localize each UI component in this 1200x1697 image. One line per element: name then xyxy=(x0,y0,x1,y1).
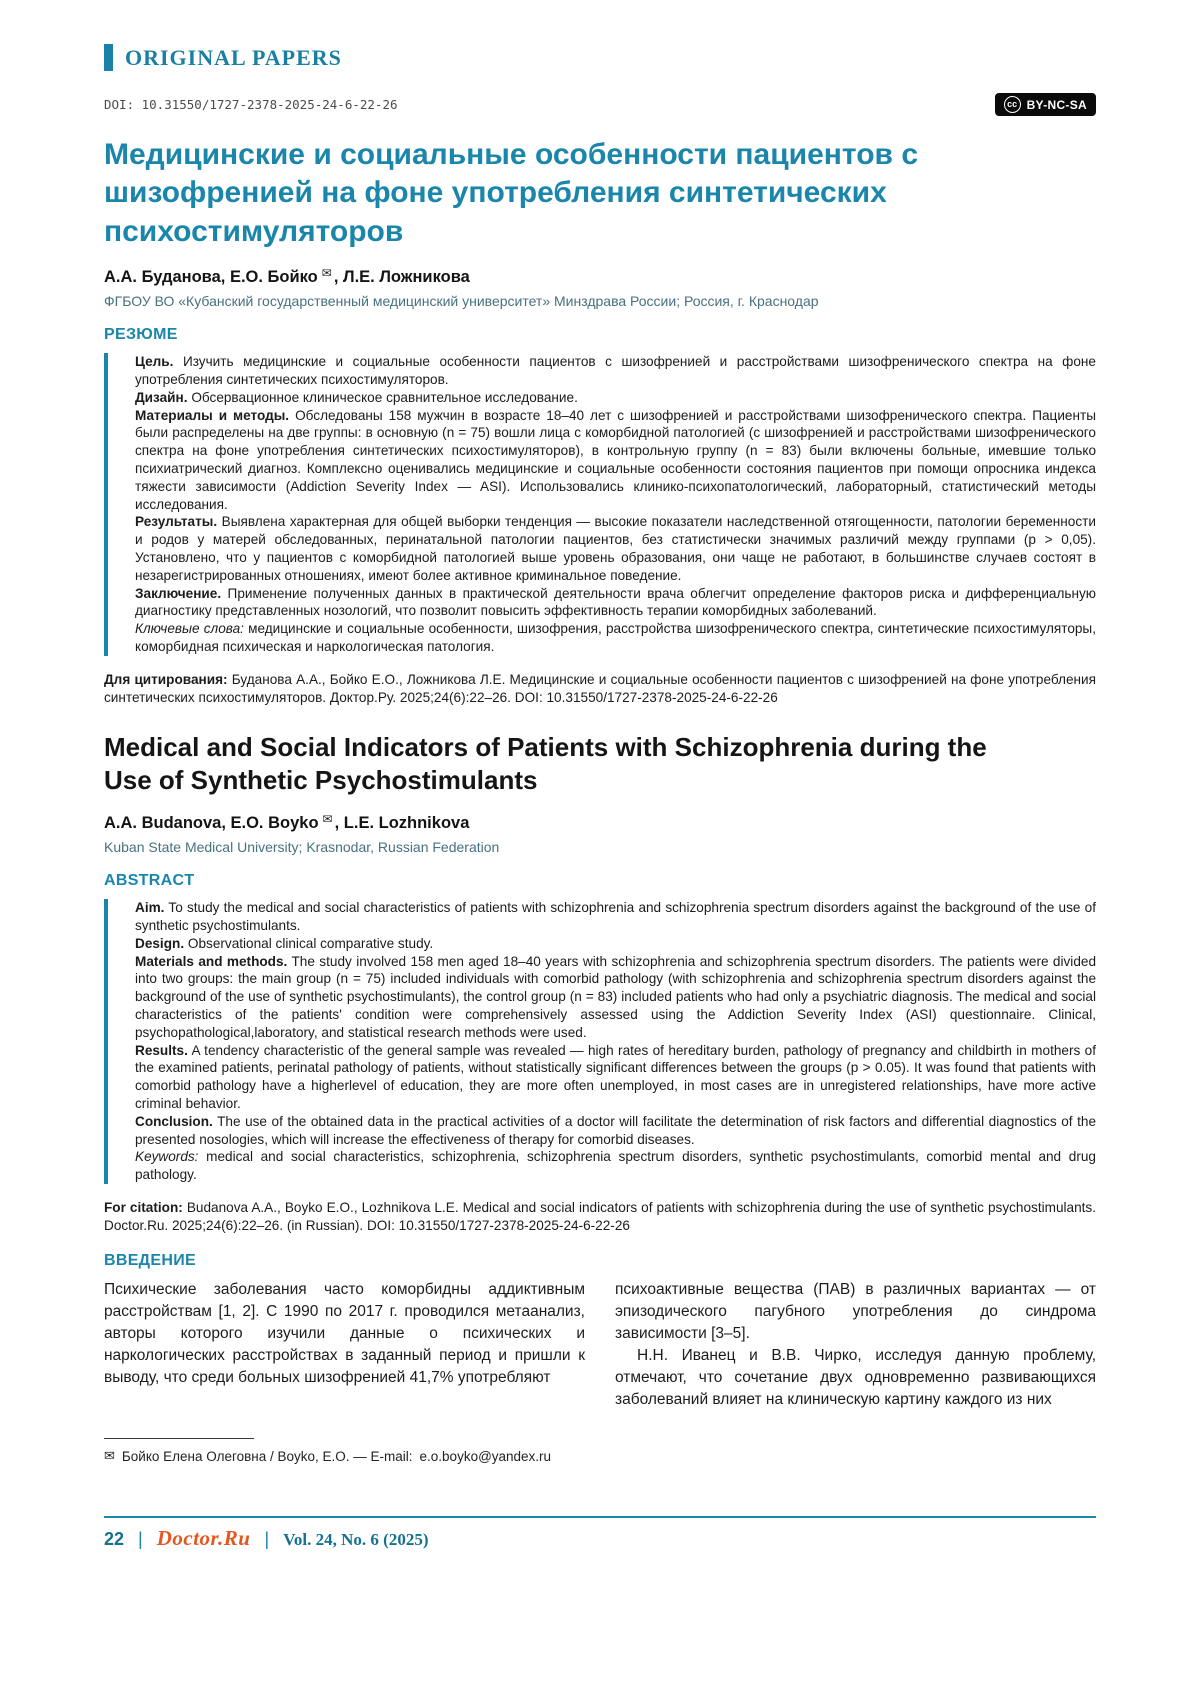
abstract-label: Цель. xyxy=(135,354,174,370)
footnote-text: Бойко Елена Олеговна / Boyko, E.O. — E-mail: xyxy=(121,1448,413,1464)
article-title-en: Medical and Social Indicators of Patients with Schizophrenia during the Use of Synthetic Psychostimulants xyxy=(104,732,987,796)
abstract-label: Результаты. xyxy=(135,514,218,530)
abstract-section-conclusion xyxy=(135,1113,1096,1149)
section-title: ORIGINAL PAPERS xyxy=(125,44,342,70)
section-banner xyxy=(104,44,1096,71)
cc-icon: cc xyxy=(1004,96,1021,113)
envelope-icon: ✉ xyxy=(321,266,332,281)
author-footnote xyxy=(104,1438,864,1464)
envelope-icon: ✉ xyxy=(104,1448,115,1463)
abstract-text: Обследованы 158 мужчин в возрасте 18–40 лет с шизофренией и расстройствами шизофренического спектра. Пациенты были распределены на две группы: в основную (n = 75) вошли лица с коморбидной патологией (с шизофренией и расстройствами шизофренического спектра на фоне употребления синтетических психостимуляторов), в контрольную группу (n = 83) были включены больные, имевшие только психиатрический диагноз. Комплексно оценивались медицинские и социальные особенности состояния пациентов при помощи опросника индекса тяжести зависимости (Addiction Severity Index — ASI). Использовались клинико-психопатологический, лабораторный, статистический методы исследования. xyxy=(135,407,1096,512)
intro-paragraph: Психические заболевания часто коморбидны аддиктивным расстройствам [1, 2]. С 1990 по 2017 г. проводился метаанализ, авторы которого изучили данные о психических и наркологических расстройствах в заданный период и пришли к выводу, что среди больных шизофренией 41,7% употребляют xyxy=(104,1281,585,1387)
footer-separator: | xyxy=(264,1529,270,1549)
citation-text: Budanova A.A., Boyko E.O., Lozhnikova L.E. Medical and social indicators of patients with schizophrenia during the use of synthetic psychostimulants. Doctor.Ru. 2025;24(6):22–26. (in Russian). DOI: 10.31550/1727-2378-2025-24-6-22-26 xyxy=(104,1199,1097,1234)
abstract-text: A tendency characteristic of the general sample was revealed — high rates of hereditary burden, pathology of pregnancy and childbirth in mothers of the examined patients, perinatal pathology of patients, without statistically significant differences between the groups (p > 0.05). It was found that patients with comorbid pathology have a higherlevel of education, they are more often unemployed, in most cases are in unregistered relationships, have more active criminal behavior. xyxy=(135,1042,1096,1111)
page-footer xyxy=(104,1516,1096,1551)
intro-column-left xyxy=(104,1279,585,1411)
abstract-label: Conclusion. xyxy=(135,1113,213,1129)
banner-accent-bar xyxy=(104,44,113,71)
envelope-icon: ✉ xyxy=(322,812,333,827)
citation-label: Для цитирования: xyxy=(104,671,228,687)
abstract-section-aim xyxy=(135,899,1096,935)
intro-paragraph: психоактивные вещества (ПАВ) в различных вариантах — от эпизодического пагубного употребления до синдрома зависимости [3–5]. xyxy=(615,1281,1096,1343)
abstract-text: Изучить медицинские и социальные особенности пациентов с шизофренией и расстройствами шизофренического спектра на фоне употребления синтетических психостимуляторов. xyxy=(135,354,1096,387)
keywords-label: Keywords: xyxy=(135,1149,199,1165)
abstract-section-methods xyxy=(135,953,1096,1042)
footer-separator: | xyxy=(138,1529,143,1549)
intro-column-right xyxy=(615,1279,1096,1411)
intro-paragraph: Н.Н. Иванец и В.В. Чирко, исследуя данную проблему, отмечают, что сочетание двух одновременно развивающихся заболеваний влияет на клиническую картину каждого из них xyxy=(615,1347,1096,1409)
doi-text: DOI: 10.31550/1727-2378-2025-24-6-22-26 xyxy=(104,97,398,112)
introduction-heading: ВВЕДЕНИЕ xyxy=(104,1252,196,1270)
abstract-section-conclusion xyxy=(135,585,1096,621)
authors-ru-pre: А.А. Буданова, Е.О. Бойко xyxy=(104,268,318,287)
author-email-link[interactable]: e.o.boyko@yandex.ru xyxy=(419,1448,552,1464)
article-title-ru: Медицинские и социальные особенности пациентов с шизофренией на фоне употребления синтетических психостимуляторов xyxy=(104,138,918,248)
keywords-ru xyxy=(135,620,1096,656)
authors-en-pre: A.A. Budanova, E.O. Boyko xyxy=(104,814,319,833)
keywords-en xyxy=(135,1148,1096,1184)
authors-en-post: , L.E. Lozhnikova xyxy=(334,814,470,833)
footnote-line xyxy=(104,1448,864,1464)
footnote-divider xyxy=(104,1438,254,1439)
issue-info: Vol. 24, No. 6 (2025) xyxy=(283,1530,429,1549)
affiliation-en: Kuban State Medical University; Krasnodar, Russian Federation xyxy=(104,839,500,856)
citation-ru xyxy=(104,671,1096,707)
abstract-text: The use of the obtained data in the practical activities of a doctor will facilitate the determination of risk factors and differential diagnostics of the presented nosologies, which will increase the effectiveness of therapy for comorbid diseases. xyxy=(135,1113,1096,1147)
abstract-text: Обсервационное клиническое сравнительное исследование. xyxy=(191,389,578,405)
abstract-text: Observational clinical comparative study. xyxy=(187,935,434,951)
abstract-text: Выявлена характерная для общей выборки тенденция — высокие показатели наследственной отягощенности, патологии беременности и родов у матерей обследованных, перинатальной патологии пациентов, без статистически значимых различий между группами (p > 0,05). Установлено, что у пациентов с коморбидной патологией выше уровень образования, они чаще не работают, в большинстве случаев состоят в незарегистрированных отношениях, имеют более активное криминальное поведение. xyxy=(135,514,1096,583)
authors-en xyxy=(104,812,1096,833)
abstract-label: Материалы и методы. xyxy=(135,407,290,423)
journal-logo: Doctor.Ru xyxy=(156,1526,251,1550)
cc-license-badge xyxy=(995,93,1096,116)
abstract-ru xyxy=(104,353,1096,656)
abstract-en xyxy=(104,899,1096,1184)
abstract-label: Aim. xyxy=(135,900,165,916)
abstract-label: Заключение. xyxy=(135,585,222,601)
abstract-text: To study the medical and social characteristics of patients with schizophrenia and schizophrenia spectrum disorders against the background of the use of synthetic psychostimulants. xyxy=(135,900,1097,933)
citation-en xyxy=(104,1199,1096,1235)
abstract-section-aim xyxy=(135,353,1096,389)
resume-heading: РЕЗЮМЕ xyxy=(104,326,178,344)
introduction-columns xyxy=(104,1279,1096,1411)
cc-license-label: BY-NC-SA xyxy=(1026,97,1087,112)
keywords-text: медицинские и социальные особенности, шизофрения, расстройства шизофренического спектра, синтетические психостимуляторы, коморбидная психическая и наркологическая патология. xyxy=(135,621,1096,654)
abstract-label: Дизайн. xyxy=(135,389,188,405)
abstract-label: Design. xyxy=(135,935,185,951)
abstract-section-design xyxy=(135,389,1096,407)
abstract-text: The study involved 158 men aged 18–40 years with schizophrenia and schizophrenia spectrum disorders. The patients were divided into two groups: the main group (n = 75) included individuals with comorbid pathology (with schizophrenia and schizophrenia spectrum disorders against the background of the use of synthetic psychostimulants), the control group (n = 83) included patients who had only a psychiatric diagnosis. The medical and social characteristics of the patients' condition were comprehensively assessed using the Addiction Severity Index (ASI) questionnaire. Clinical, psychopathological,laboratory, and statistical research methods were used. xyxy=(135,953,1097,1040)
abstract-section-design xyxy=(135,935,1096,953)
abstract-heading: ABSTRACT xyxy=(104,872,195,890)
abstract-label: Results. xyxy=(135,1042,188,1058)
doi-row xyxy=(104,93,1096,116)
abstract-section-results xyxy=(135,1042,1096,1113)
keywords-label: Ключевые слова: xyxy=(135,621,244,637)
authors-ru xyxy=(104,266,1096,287)
citation-label: For citation: xyxy=(104,1199,183,1215)
authors-ru-post: , Л.Е. Ложникова xyxy=(333,268,470,287)
abstract-section-results xyxy=(135,513,1096,584)
abstract-text: Применение полученных данных в практической деятельности врача облегчит определение факторов риска и дифференциальную диагностику представленных нозологий, что позволит повысить эффективность терапии коморбидных заболеваний. xyxy=(135,585,1096,619)
citation-text: Буданова А.А., Бойко Е.О., Ложникова Л.Е. Медицинские и социальные особенности пациентов с шизофренией на фоне употребления синтетических психостимуляторов. Доктор.Ру. 2025;24(6):22–26. DOI: 10.31550/1727-2378-2025-24-6-22-26 xyxy=(104,671,1096,705)
keywords-text: medical and social characteristics, schizophrenia, schizophrenia spectrum disorders, synthetic psychostimulants, comorbid mental and drug pathology. xyxy=(135,1149,1096,1183)
abstract-section-methods xyxy=(135,407,1096,514)
page-number: 22 xyxy=(104,1529,125,1549)
affiliation-ru: ФГБОУ ВО «Кубанский государственный медицинский университет» Минздрава России; Россия, г. Краснодар xyxy=(104,293,819,310)
abstract-label: Materials and methods. xyxy=(135,953,288,969)
